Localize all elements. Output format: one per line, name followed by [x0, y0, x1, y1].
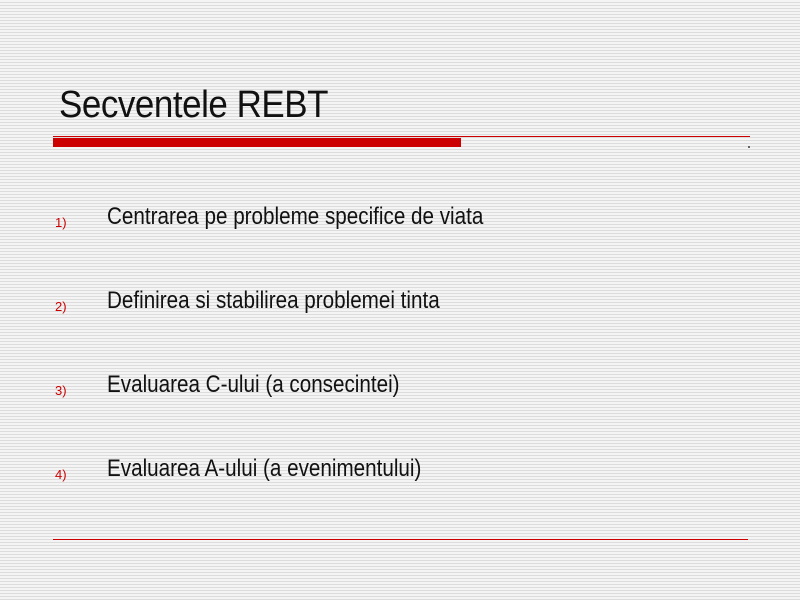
bullet-number: 4) — [55, 467, 67, 482]
list-item — [0, 371, 760, 405]
title-divider-thin — [53, 136, 750, 137]
bullet-text: Evaluarea C-ului (a consecintei) — [107, 371, 400, 398]
bullet-number: 3) — [55, 383, 67, 398]
bullet-number: 1) — [55, 215, 67, 230]
bullet-number: 2) — [55, 299, 67, 314]
footer-divider — [53, 539, 748, 540]
title-divider-thick — [53, 138, 461, 147]
list-item — [0, 203, 760, 237]
slide-title: Secventele REBT — [59, 84, 329, 126]
bullet-text: Evaluarea A-ului (a evenimentului) — [107, 455, 422, 482]
title-divider-dot — [748, 146, 750, 148]
list-item — [0, 287, 760, 321]
bullet-text: Centrarea pe probleme specifice de viata — [107, 203, 484, 230]
list-item — [0, 455, 760, 489]
bullet-text: Definirea si stabilirea problemei tinta — [107, 287, 440, 314]
